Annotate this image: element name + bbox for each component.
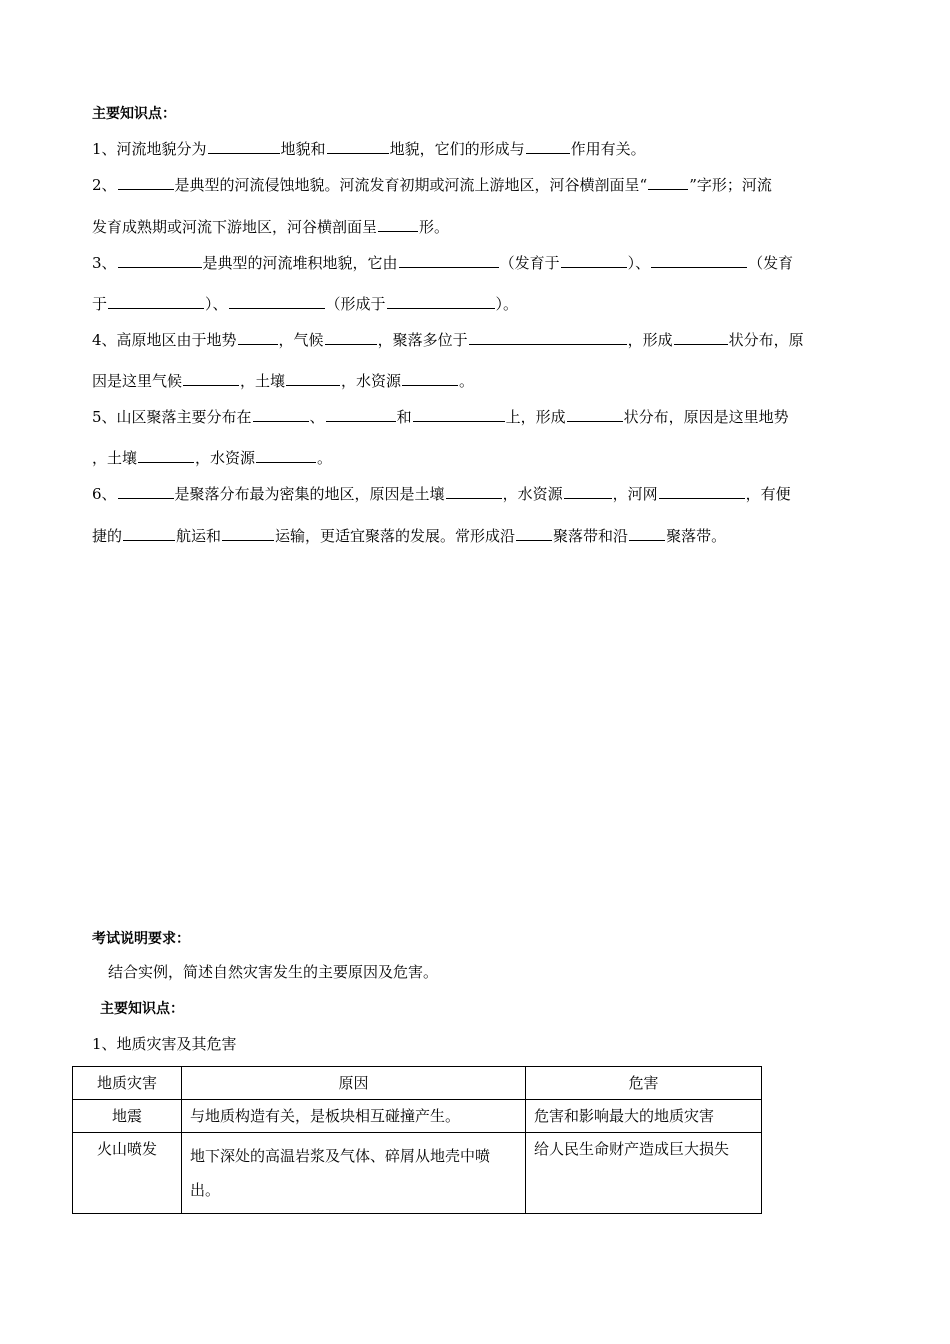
blank <box>118 175 174 190</box>
text: 6、 <box>92 485 117 503</box>
text: ，聚落多位于 <box>377 331 468 349</box>
item-3-line-2 <box>92 294 862 314</box>
blank <box>325 330 377 345</box>
cell-cause: 地下深处的高温岩浆及气体、碎屑从地壳中喷出。 <box>182 1133 526 1214</box>
cell-harm: 给人民生命财产造成巨大损失 <box>526 1133 762 1214</box>
blank <box>183 371 239 386</box>
blank <box>286 371 340 386</box>
text: 地貌，它们的形成与 <box>389 140 525 158</box>
blank <box>629 526 665 541</box>
text: 聚落带和沿 <box>553 527 629 545</box>
blank <box>402 371 458 386</box>
table-row <box>73 1100 762 1133</box>
item-2-line-1 <box>92 175 862 195</box>
text: 4、高原地区由于地势 <box>92 331 237 349</box>
blank <box>326 407 396 422</box>
blank <box>651 253 747 268</box>
cell-harm: 危害和影响最大的地质灾害 <box>526 1100 762 1133</box>
exam-requirement-text: 结合实例，简述自然灾害发生的主要原因及危害。 <box>108 963 439 981</box>
text: 和 <box>396 408 412 426</box>
table-row <box>73 1133 762 1214</box>
cell-hazard: 火山喷发 <box>73 1133 182 1214</box>
text: 于 <box>92 295 108 313</box>
item-2-line-2 <box>92 217 862 237</box>
item-6-line-1 <box>92 484 862 504</box>
text: （形成于 <box>325 295 386 313</box>
text: 是聚落分布最为密集的地区，原因是土壤 <box>174 485 445 503</box>
text: 上，形成 <box>505 408 566 426</box>
blank <box>469 330 627 345</box>
text: 是典型的河流堆积地貌，它由 <box>202 254 398 272</box>
text: ，河网 <box>612 485 658 503</box>
cell-cause: 与地质构造有关，是板块相互碰撞产生。 <box>182 1100 526 1133</box>
text: 2、 <box>92 176 117 194</box>
blank <box>118 253 202 268</box>
text: ，形成 <box>627 331 673 349</box>
text: 。 <box>459 372 475 390</box>
blank <box>208 139 280 154</box>
blank <box>674 330 728 345</box>
knowledge-points-heading-2: 主要知识点： <box>100 1001 184 1017</box>
blank <box>108 294 204 309</box>
blank <box>327 139 389 154</box>
text: ）、 <box>627 254 651 272</box>
text: ，有便 <box>745 485 791 503</box>
item-1-line-1 <box>92 139 862 159</box>
blank <box>118 484 174 499</box>
blank <box>222 526 274 541</box>
text: 捷的 <box>92 527 123 545</box>
text: ，水资源 <box>195 449 256 467</box>
text: 航运和 <box>176 527 222 545</box>
text: 聚落带。 <box>666 527 727 545</box>
text: ，水资源 <box>341 372 402 390</box>
blank <box>561 253 627 268</box>
blank <box>567 407 623 422</box>
item-geologic-hazards: 1、地质灾害及其危害 <box>92 1035 237 1053</box>
text: ”字形；河流 <box>689 176 772 194</box>
blank <box>238 330 278 345</box>
blank <box>413 407 505 422</box>
text: ，气候 <box>278 331 324 349</box>
text: 发育成熟期或河流下游地区，河谷横剖面呈 <box>92 218 378 236</box>
text: 运输，更适宜聚落的发展。常形成沿 <box>275 527 516 545</box>
text: （发育于 <box>499 254 560 272</box>
text: （发育 <box>748 254 794 272</box>
blank <box>138 448 194 463</box>
header-hazard: 地质灾害 <box>73 1067 182 1100</box>
text: 1、河流地貌分为 <box>92 140 207 158</box>
text: 形。 <box>419 218 450 236</box>
text: 因是这里气候 <box>92 372 183 390</box>
blank <box>387 294 495 309</box>
header-cause: 原因 <box>182 1067 526 1100</box>
text: 、 <box>309 408 325 426</box>
text: ）、 <box>205 295 228 313</box>
item-3-line-1 <box>92 253 862 273</box>
blank <box>516 526 552 541</box>
text: ，土壤 <box>92 449 138 467</box>
geologic-hazards-table <box>72 1066 762 1214</box>
blank <box>256 448 316 463</box>
text: 作用有关。 <box>570 140 646 158</box>
blank <box>378 217 418 232</box>
item-4-line-2 <box>92 371 862 391</box>
blank <box>399 253 499 268</box>
blank <box>659 484 745 499</box>
exam-requirements-heading: 考试说明要求： <box>92 931 190 947</box>
blank <box>123 526 175 541</box>
blank <box>229 294 325 309</box>
header-harm: 危害 <box>526 1067 762 1100</box>
text: 是典型的河流侵蚀地貌。河流发育初期或河流上游地区，河谷横剖面呈“ <box>174 176 648 194</box>
knowledge-points-heading: 主要知识点： <box>92 106 176 122</box>
cell-hazard: 地震 <box>73 1100 182 1133</box>
text: ，土壤 <box>240 372 286 390</box>
text: 3、 <box>92 254 117 272</box>
blank <box>526 139 570 154</box>
text: 。 <box>317 449 333 467</box>
blank <box>648 175 688 190</box>
text: 状分布，原 <box>728 331 804 349</box>
text: 5、山区聚落主要分布在 <box>92 408 252 426</box>
table-header-row <box>73 1067 762 1100</box>
blank <box>446 484 502 499</box>
item-6-line-2 <box>92 526 862 546</box>
item-5-line-2 <box>92 448 862 468</box>
blank <box>253 407 309 422</box>
text: 地貌和 <box>280 140 326 158</box>
item-5-line-1 <box>92 407 862 427</box>
blank <box>564 484 612 499</box>
text: 状分布，原因是这里地势 <box>623 408 789 426</box>
text: ，水资源 <box>502 485 563 503</box>
text: ）。 <box>495 295 519 313</box>
item-4-line-1 <box>92 330 862 350</box>
